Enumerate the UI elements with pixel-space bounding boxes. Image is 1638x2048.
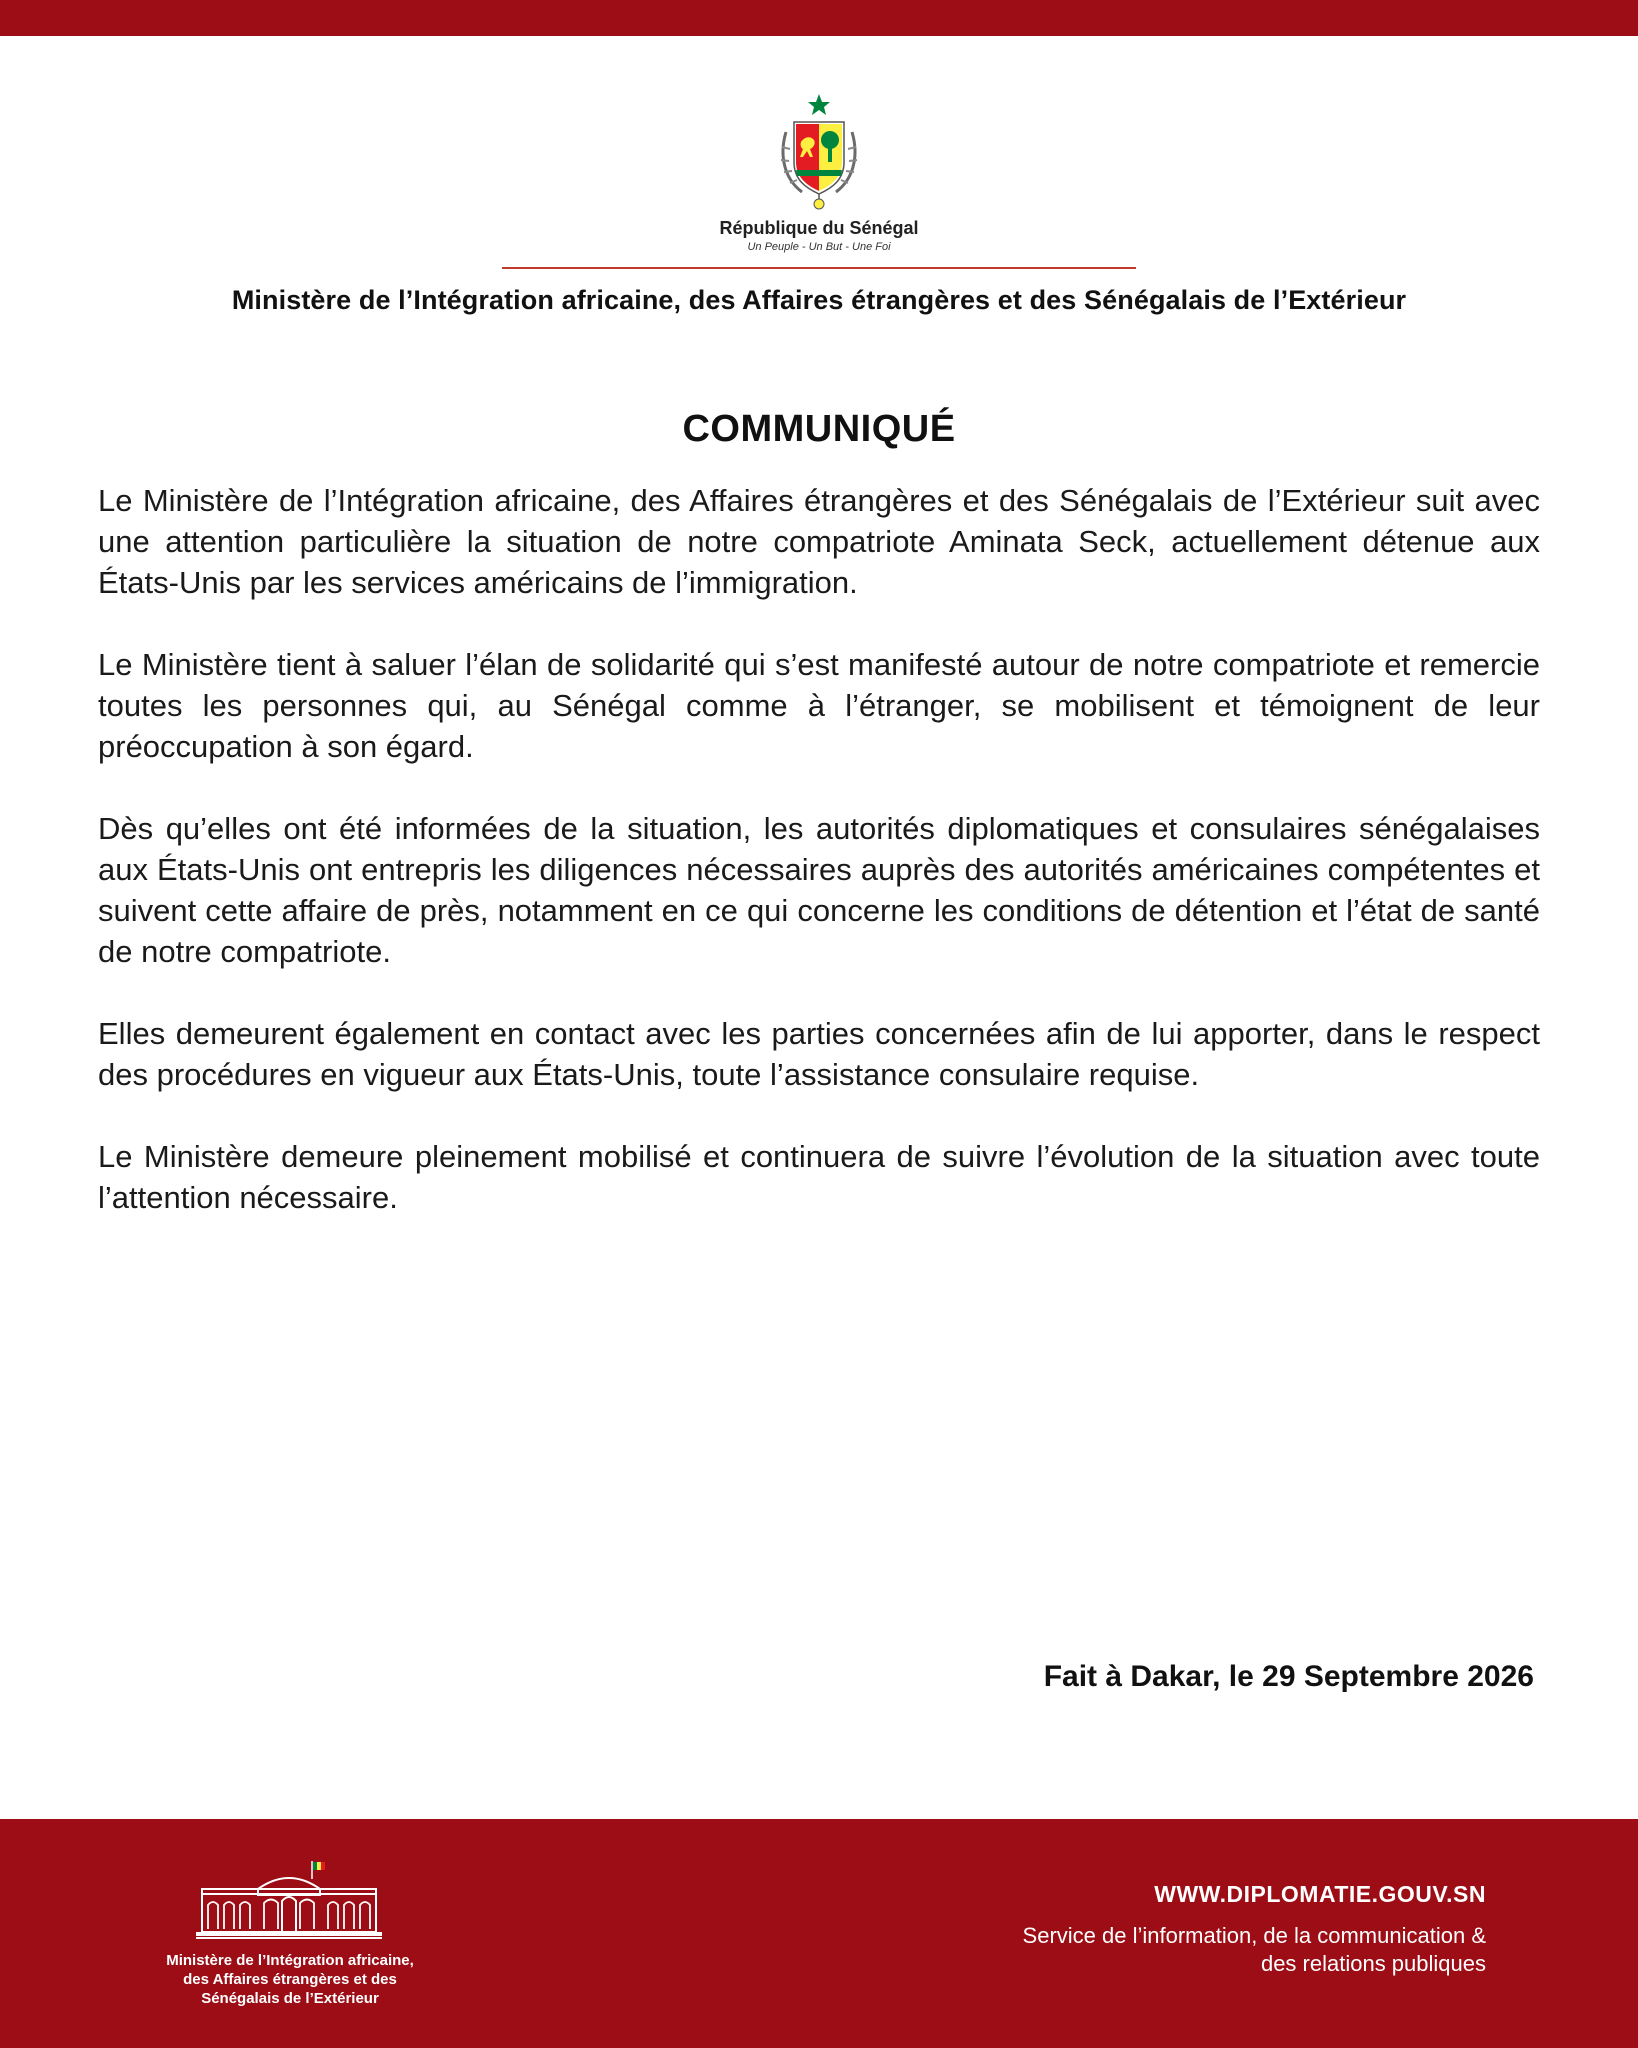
website-link[interactable]: WWW.DIPLOMATIE.GOUV.SN (1154, 1881, 1486, 1907)
national-motto: Un Peuple - Un But - Une Foi (747, 241, 891, 253)
header-divider (502, 267, 1136, 269)
paragraph-1: Le Ministère de l’Intégration africaine, des Affaires étrangères et des Sénégalais de l’Extérieur suit avec une attention particulière la situation de notre compatriote Aminata Seck, actuellement détenue aux États-Unis par les services américains de l’immigration. (98, 483, 1540, 600)
letterhead (0, 92, 1638, 316)
republic-name: République du Sénégal (719, 218, 919, 238)
communique-body (98, 480, 1540, 1259)
footer-banner (0, 1819, 1638, 2048)
communique-title: COMMUNIQUÉ (682, 408, 956, 450)
senegal-coat-of-arms-icon (772, 92, 866, 210)
top-banner (0, 0, 1638, 36)
place-and-date: Fait à Dakar, le 29 Septembre 2026 (1043, 1660, 1534, 1693)
ministry-title: Ministère de l’Intégration africaine, des Affaires étrangères et des Sénégalais de l’Extérieur (231, 285, 1407, 315)
paragraph-4: Elles demeurent également en contact avec les parties concernées afin de lui apporter, dans le respect des procédures en vigueur aux États-Unis, toute l’assistance consulaire requise. (98, 1016, 1540, 1092)
service-line: des relations publiques (1260, 1951, 1486, 1976)
footer-ministry-line: Sénégalais de l’Extérieur (201, 1990, 379, 2007)
paragraph-3: Dès qu’elles ont été informées de la situation, les autorités diplomatiques et consulaires sénégalaises aux États-Unis ont entrepris les diligences nécessaires auprès des autorités américaines compétentes et suivent cette affaire de près, notamment en ce qui concerne les conditions de détention et l’état de santé de notre compatriote. (98, 811, 1540, 969)
paragraph-2: Le Ministère tient à saluer l’élan de solidarité qui s’est manifesté autour de notre compatriote et remercie toutes les personnes qui, au Sénégal comme à l’étranger, se mobilisent et témoignent de leur préoccupation à son égard. (98, 647, 1540, 764)
paragraph-5: Le Ministère demeure pleinement mobilisé et continuera de suivre l’évolution de la situation avec toute l’attention nécessaire. (98, 1139, 1540, 1215)
footer-contact (1023, 1881, 1486, 1978)
service-line: Service de l’information, de la communication & (1022, 1923, 1486, 1948)
footer-ministry-name (130, 1951, 450, 2008)
service-name (1023, 1922, 1486, 1978)
footer-ministry-line: Ministère de l’Intégration africaine, (166, 1952, 414, 1969)
footer-ministry-line: des Affaires étrangères et des (183, 1971, 397, 1988)
ministry-building-icon (196, 1859, 382, 1941)
